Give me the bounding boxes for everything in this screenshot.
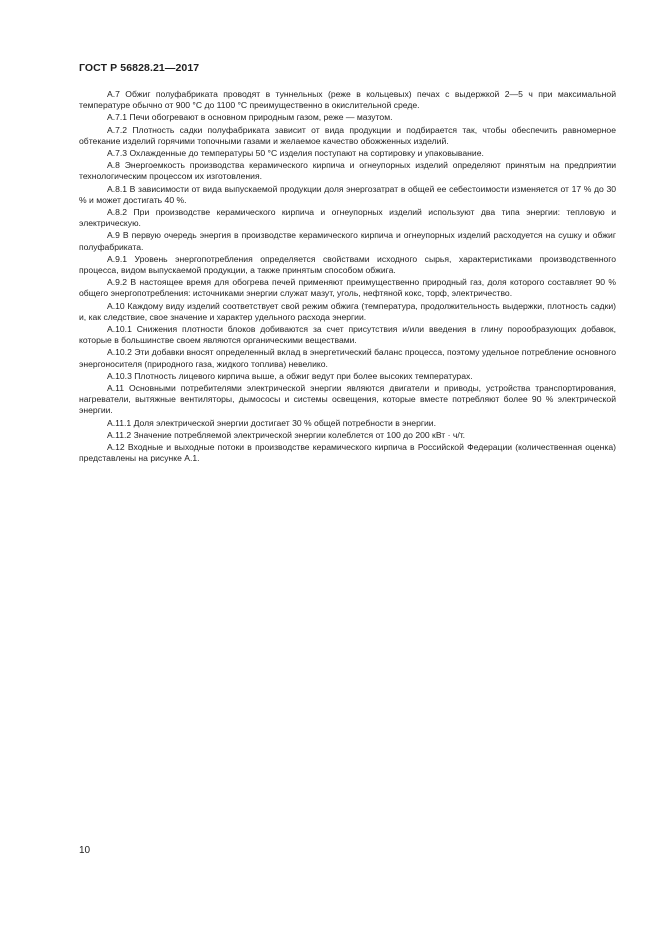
paragraph-a9-1: А.9.1 Уровень энергопотребления определяется свойствами исходного сырья, характеристиками производственного процесса, видом выпускаемой продукции, а также принятым способом обжига.: [79, 253, 616, 276]
paragraph-a8: А.8 Энергоемкость производства керамического кирпича и огнеупорных изделий определяют принятым на предприятии технологическим процессом их изготовления.: [79, 160, 616, 182]
paragraph-a8-2: А.8.2 При производстве керамического кирпича и огнеупорных изделий используют два типа энергии: тепловую и электрическую.: [79, 207, 616, 229]
paragraph-a7-2: А.7.2 Плотность садки полуфабриката зависит от вида продукции и подбирается так, чтобы обеспечить равномерное обтекание изделий горячими топочными газами и желаемое качество обожженных изделий.: [79, 124, 616, 146]
body-text: [79, 89, 616, 466]
paragraph-a7-1: А.7.1 Печи обогревают в основном природным газом, реже — мазутом.: [107, 112, 393, 123]
paragraph-a10-1: А.10.1 Снижения плотности блоков добиваются за счет присутствия и/или введения в глину порообразующих добавок, которые в большинстве своем являются органическими веществами.: [79, 324, 616, 346]
paragraph-a7: А.7 Обжиг полуфабриката проводят в туннельных (реже в кольцевых) печах с выдержкой 2—5 ч при максимальной температуре обычно от 900 °С до 1100 °С преимущественно в окислительной среде.: [79, 89, 616, 111]
paragraph-a10: А.10 Каждому виду изделий соответствует свой режим обжига (температура, продолжительность выдержки, плотность садки) и, как следствие, свое значение и характер удельного расхода энергии.: [79, 300, 616, 322]
paragraph-a10-2: А.10.2 Эти добавки вносят определенный вклад в энергетический баланс процесса, поэтому удельное потребление основного энергоносителя (природного газа, жидкого топлива) невелико.: [79, 347, 616, 369]
paragraph-a9: А.9 В первую очередь энергия в производстве керамического кирпича и огнеупорных изделий расходуется на сушку и обжиг полуфабриката.: [79, 230, 616, 252]
page-number: 10: [79, 845, 91, 856]
paragraph-a10-3: А.10.3 Плотность лицевого кирпича выше, а обжиг ведут при более высоких температурах.: [107, 370, 473, 381]
paragraph-a11-1: А.11.1 Доля электрической энергии достигает 30 % общей потребности в энергии.: [107, 417, 436, 428]
standard-title: ГОСТ Р 56828.21—2017: [79, 62, 200, 74]
paragraph-a7-3: А.7.3 Охлажденные до температуры 50 °С изделия поступают на сортировку и упаковывание.: [107, 148, 484, 159]
paragraph-a11: А.11 Основными потребителями электрической энергии являются двигатели и приводы, устройства транспортирования, нагреватели, вытяжные вентиляторы, дымососы и системы освещения, которые вместе потребляют более 90 % электрической энергии.: [79, 383, 616, 416]
paragraph-a8-1: А.8.1 В зависимости от вида выпускаемой продукции доля энергозатрат в общей ее себестоимости изменяется от 17 % до 30 % и может достигать 40 %.: [79, 183, 616, 205]
paragraph-a12: А.12 Входные и выходные потоки в производстве керамического кирпича в Российской Федерации (количественная оценка) представлены на рисунке А.1.: [79, 442, 616, 464]
paragraph-a11-2: А.11.2 Значение потребляемой электрической энергии колеблется от 100 до 200 кВт · ч/т.: [107, 429, 466, 440]
paragraph-a9-2: А.9.2 В настоящее время для обогрева печей применяют преимущественно природный газ, доля которого составляет 90 % общего энергопотребления: источниками энергии служат мазут, уголь, нефтяной кокс, торф, электричество.: [79, 277, 616, 299]
